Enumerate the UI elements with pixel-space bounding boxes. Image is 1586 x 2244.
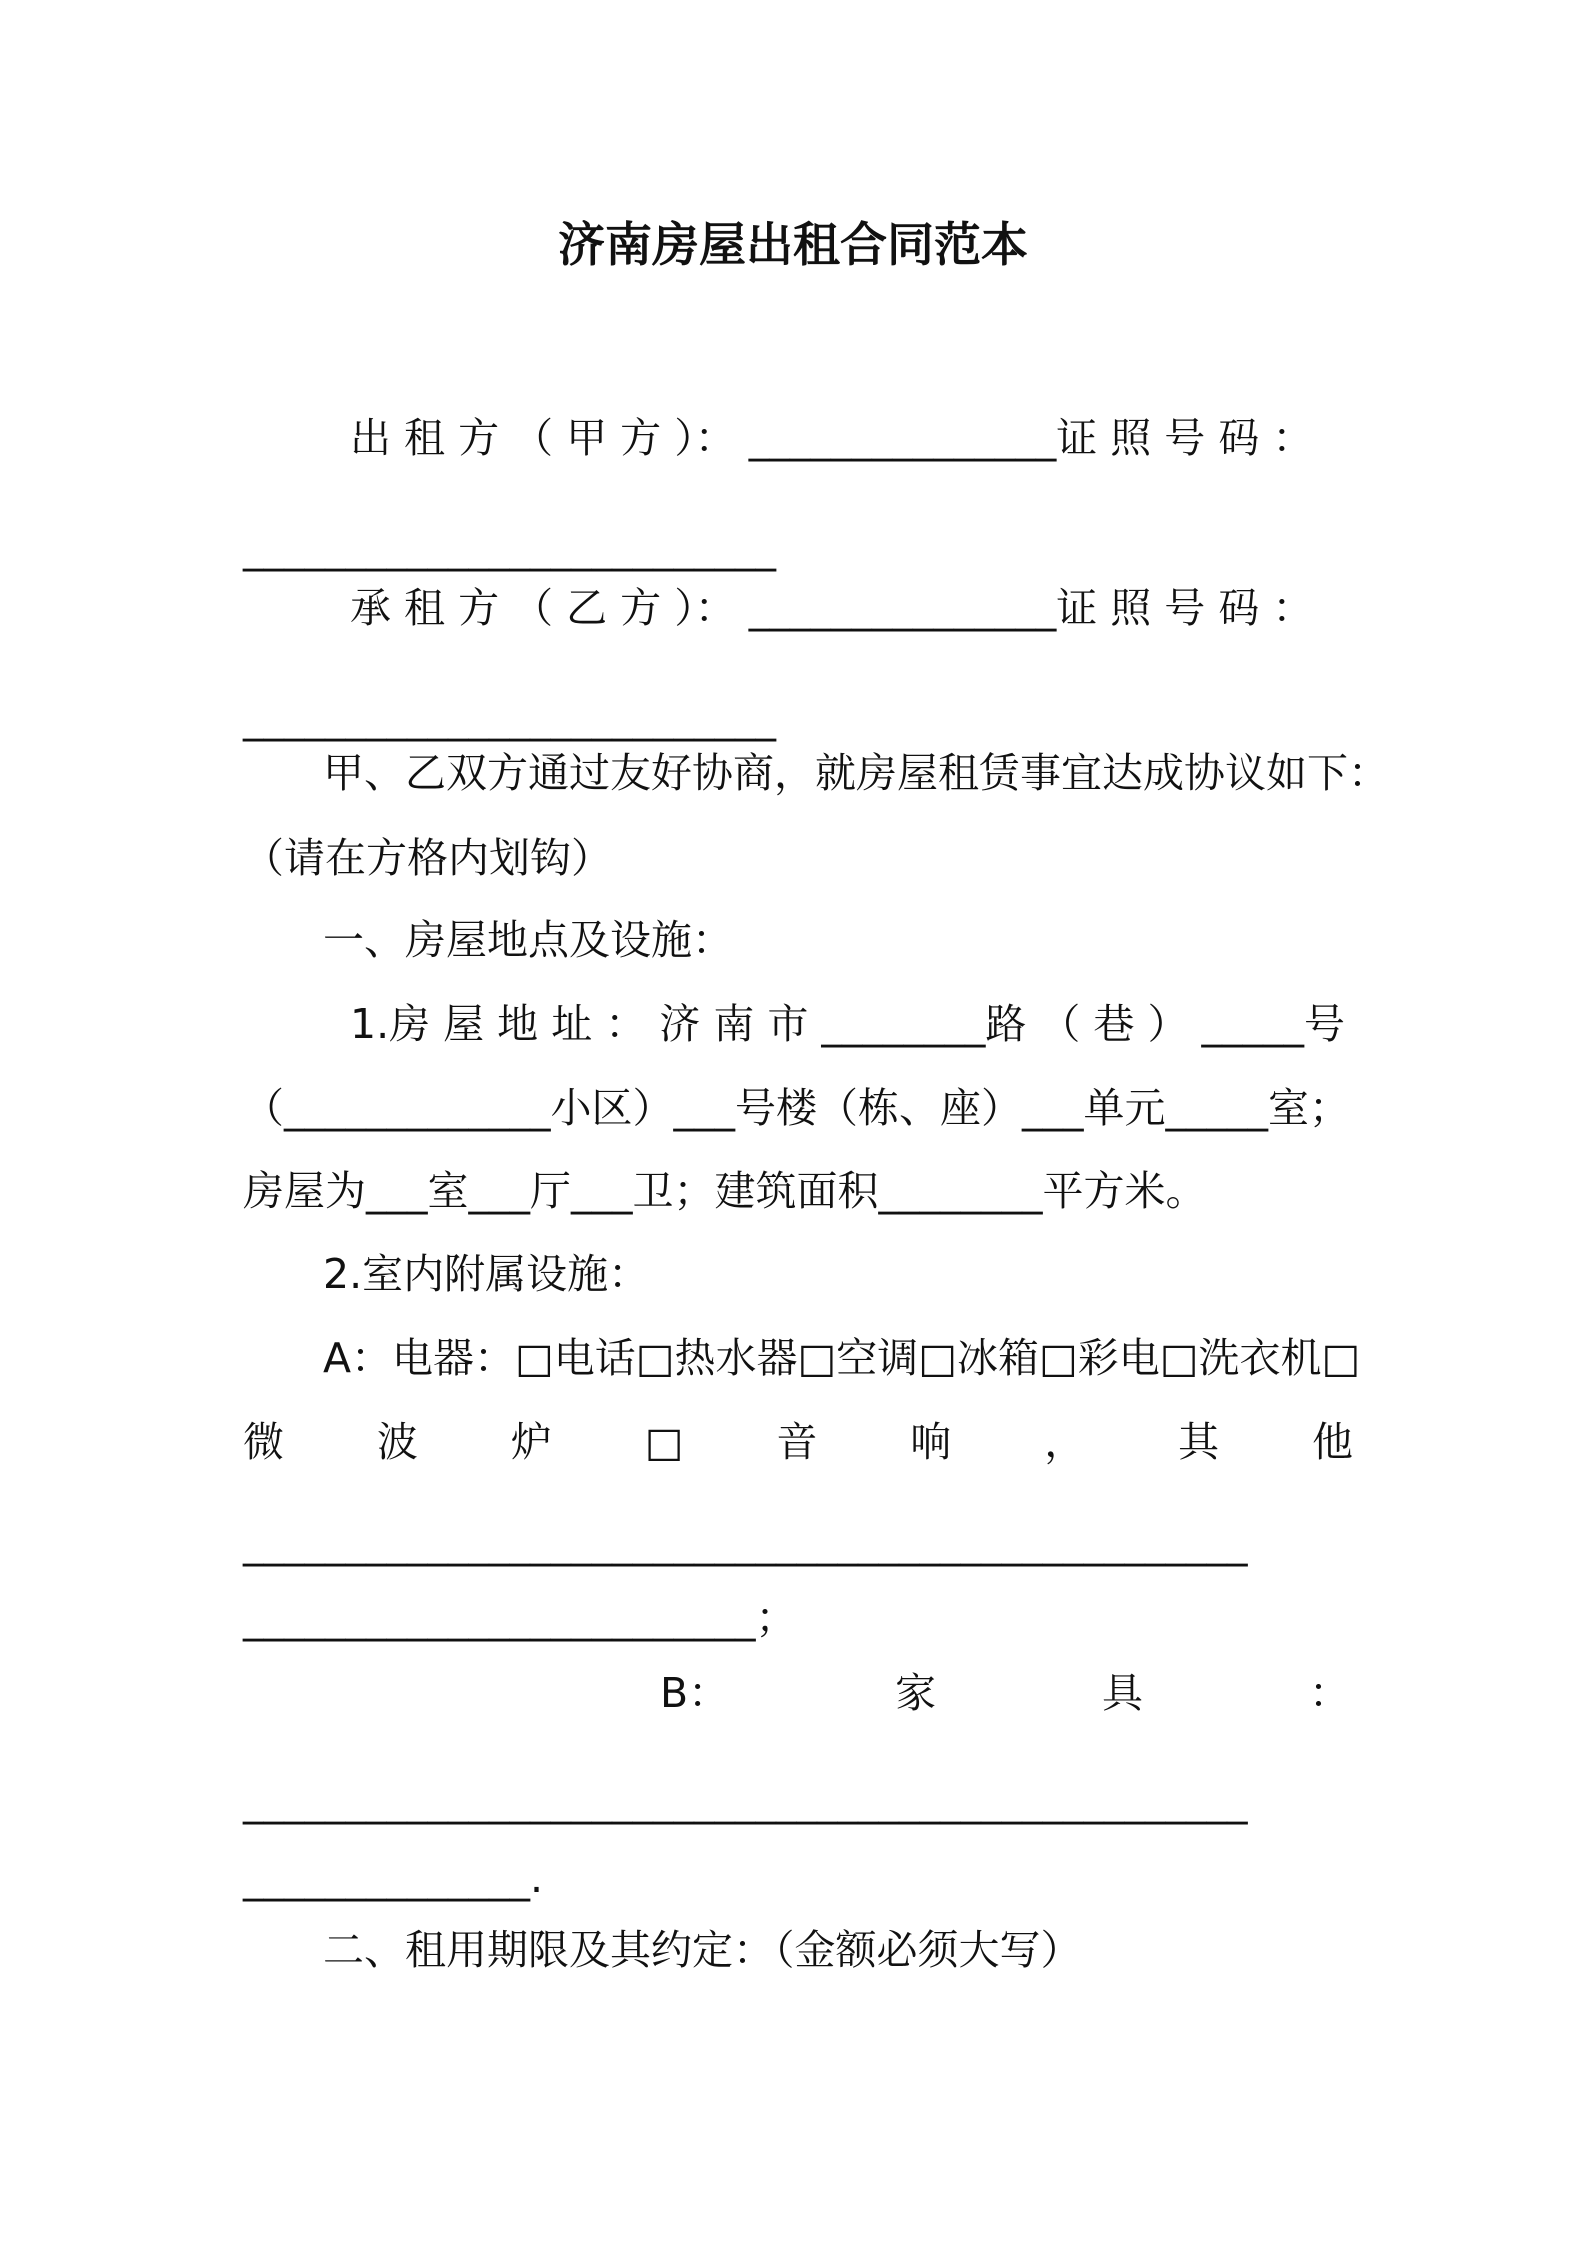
furniture-char: 家 [895, 1669, 937, 1717]
appliances-line-2 [243, 1414, 1353, 1470]
furniture-char: 具 [1102, 1669, 1144, 1717]
furniture-line-1 [660, 1665, 1350, 1721]
lessor-id-continuation: __________________________ [243, 524, 776, 572]
appliance-char: 其 [1178, 1418, 1220, 1466]
appliance-char: 响 [910, 1418, 952, 1466]
agreement-intro: 甲、乙双方通过友好协商，就房屋租赁事宜达成协议如下： [323, 749, 1389, 797]
appliance-char: 炉 [510, 1418, 552, 1466]
appliance-char: 他 [1312, 1418, 1353, 1466]
appliances-blank-1: _________________________________________________ [243, 1519, 1248, 1567]
appliance-char: 微 [243, 1418, 284, 1466]
furniture-label: B： [660, 1669, 730, 1717]
furniture-blank-2: ______________. [243, 1854, 544, 1902]
checkbox-note: （请在方格内划钩） [243, 834, 612, 882]
facilities-heading: 2.室内附属设施： [323, 1250, 650, 1298]
document-title: 济南房屋出租合同范本 [558, 218, 1028, 273]
section-2-heading: 二、租用期限及其约定：（金额必须大写） [323, 1926, 1082, 1974]
appliance-char: 波 [376, 1418, 418, 1466]
appliance-char: ， [1044, 1418, 1086, 1466]
address-line-1: 1.房 屋 地 址 ： 济 南 市 ________路 （ 巷 ） _____号 [350, 1000, 1346, 1048]
section-1-heading: 一、房屋地点及设施： [323, 916, 733, 964]
checkbox: □ [644, 1418, 684, 1466]
furniture-blank-1: _________________________________________________ [243, 1777, 1248, 1825]
appliances-blank-2: _________________________； [243, 1594, 797, 1642]
address-line-2: （_____________小区）___号楼（栋、座）___单元_____室； [243, 1084, 1350, 1132]
address-line-3: 房屋为___室___厅___卫；建筑面积________平方米。 [243, 1167, 1207, 1215]
lessor-line: 出 租 方 （ 甲 方 ）： _______________证 照 号 码 ： [350, 414, 1314, 462]
lessee-id-continuation: __________________________ [243, 694, 776, 742]
appliances-line-1: A：电器：□电话□热水器□空调□冰箱□彩电□洗衣机□ [323, 1334, 1361, 1382]
appliance-char: 音 [776, 1418, 818, 1466]
lessee-line: 承 租 方 （ 乙 方 ）： _______________证 照 号 码 ： [350, 584, 1314, 632]
furniture-colon: ： [1309, 1669, 1350, 1717]
